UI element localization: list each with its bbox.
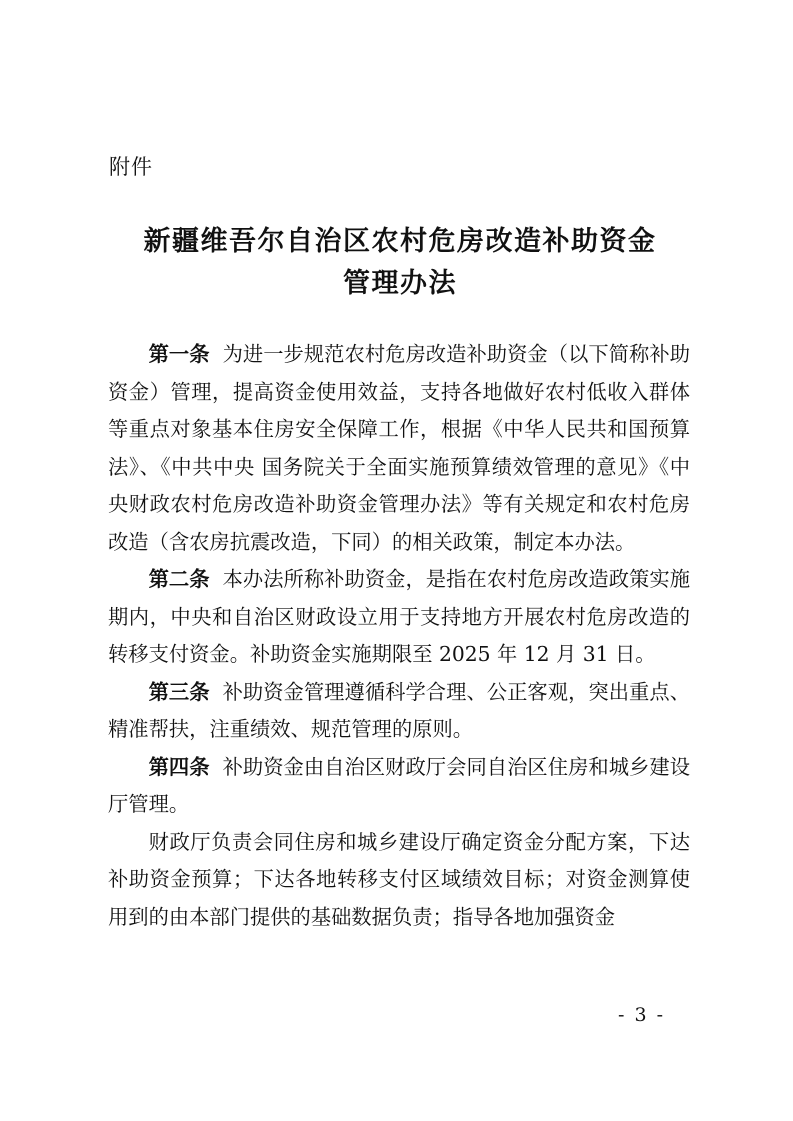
paragraph-article-2 (108, 561, 690, 674)
paragraph-text: 财政厅负责会同住房和城乡建设厅确定资金分配方案，下达补助资金预算；下达各地转移支付区域绩效目标；对资金测算使用到的由本部门提供的基础数据负责；指导各地加强资金 (108, 829, 690, 929)
article-number: 第四条 (148, 754, 210, 779)
article-spacer (210, 567, 223, 591)
article-spacer (210, 342, 223, 366)
page-number: - 3 - (618, 1004, 666, 1026)
paragraph-article-4-continued (108, 824, 690, 937)
paragraph-text: 本办法所称补助资金，是指在农村危房改造政策实施期内，中央和自治区财政设立用于支持地方开展农村危房改造的转移支付资金。补助资金实施期限至 2025 年 12 月 31 日。 (108, 567, 690, 666)
paragraph-text: 补助资金管理遵循科学合理、公正客观，突出重点、精准帮扶，注重绩效、规范管理的原则。 (108, 679, 690, 741)
paragraph-text: 为进一步规范农村危房改造补助资金（以下简称补助资金）管理，提高资金使用效益，支持各地做好农村低收入群体等重点对象基本住房安全保障工作，根据《中华人民共和国预算法》、《中共中央 国务院关于全面实施预算绩效管理的意见》《中央财政农村危房改造补助资金管理办法》等有关规定和农村危房改造（含农房抗震改造，下同）的相关政策，制定本办法。 (108, 342, 690, 554)
paragraph-article-4 (108, 749, 690, 824)
document-title-line-2: 管理办法 (343, 268, 457, 299)
paragraph-article-1 (108, 336, 690, 561)
document-title-line-1: 新疆维吾尔自治区农村危房改造补助资金 (143, 226, 657, 257)
article-number: 第一条 (148, 342, 210, 366)
paragraph-text: 补助资金由自治区财政厅会同自治区住房和城乡建设厅管理。 (108, 754, 690, 816)
article-number: 第二条 (148, 567, 210, 591)
paragraph-article-3 (108, 674, 690, 749)
attachment-label: 附件 (109, 155, 153, 179)
article-spacer (210, 680, 223, 704)
document-body (108, 336, 690, 936)
article-spacer (210, 755, 223, 779)
article-number: 第三条 (148, 679, 210, 704)
